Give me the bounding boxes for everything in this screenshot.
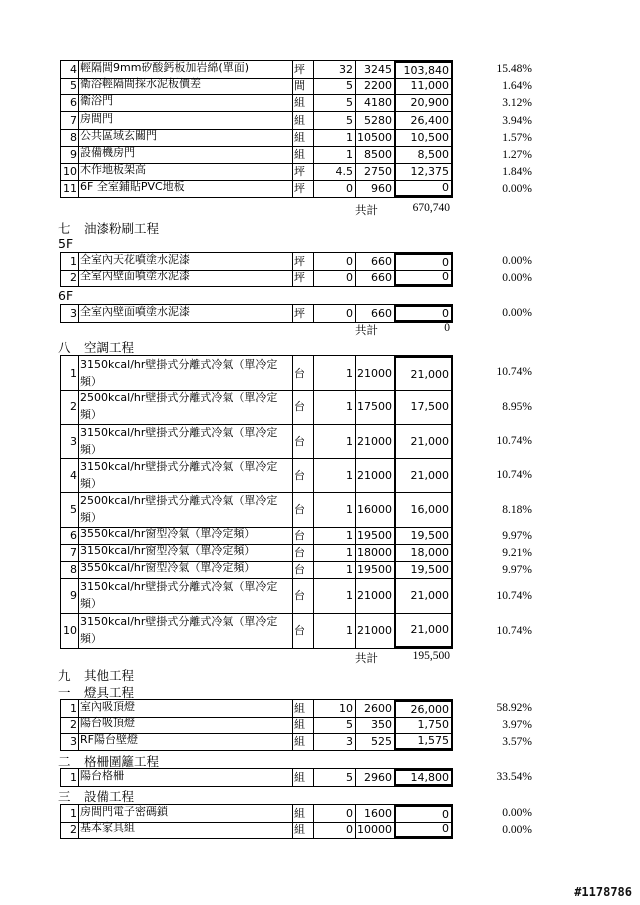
item-description: 木作地板架高 [79, 163, 293, 180]
section-7-heading [58, 219, 159, 237]
item-amount: 21,000 [394, 578, 453, 613]
item-amount: 17,500 [394, 389, 453, 424]
item-unit-price: 3245 [364, 63, 392, 76]
item-unit-price: 16000 [357, 503, 392, 516]
item-unit: 台 [293, 527, 314, 544]
item-quantity: 1 [314, 492, 356, 527]
table-row [60, 527, 453, 545]
table-row [60, 77, 453, 95]
item-amount: 0 [394, 805, 453, 822]
item-number: 1 [61, 769, 79, 786]
item-unit: 組 [293, 700, 314, 717]
item-unit: 台 [293, 561, 314, 578]
item-description: 基本家具組 [79, 821, 293, 838]
item-quantity: 0 [314, 821, 356, 838]
item-number: 7 [61, 112, 79, 129]
item-amount: 12,375 [394, 163, 453, 180]
section-6-subtotal-label: 共計 [355, 205, 378, 217]
item-percentage: 1.64% [502, 80, 532, 93]
item-unit-price: 10000 [357, 823, 392, 836]
item-quantity: 1 [314, 389, 356, 424]
item-unit: 台 [293, 613, 314, 648]
item-unit: 坪 [293, 253, 314, 270]
item-percentage: 58.92% [496, 702, 532, 714]
item-percentage: 1.57% [502, 131, 532, 144]
item-unit-price: 18000 [357, 546, 392, 559]
item-description: 3150kcal/hr窗型冷氣（單冷定頻） [79, 544, 293, 561]
item-percentage: 9.97% [502, 564, 532, 576]
item-amount: 26,400 [394, 112, 453, 129]
item-description: 3150kcal/hr壁掛式分離式冷氣（單冷定頻） [79, 356, 293, 390]
item-unit: 組 [293, 146, 314, 163]
item-quantity: 5 [314, 716, 356, 733]
table-row [60, 492, 453, 528]
item-amount: 21,000 [394, 613, 453, 648]
table-row [60, 458, 453, 493]
item-percentage: 15.48% [496, 63, 532, 75]
item-unit-price: 2200 [364, 79, 392, 93]
item-amount: 8,500 [394, 146, 453, 163]
item-description: 3550kcal/hr窗型冷氣（單冷定頻） [79, 527, 293, 544]
table-row [60, 389, 453, 425]
section-9-sub3-title: 設備工程 [84, 789, 135, 804]
item-description: 輕隔間9mm矽酸鈣板加岩綿(單面) [79, 61, 293, 78]
item-percentage: 8.18% [502, 504, 532, 516]
item-description: 全室內壁面噴塗水泥漆 [79, 269, 293, 286]
item-unit: 坪 [293, 61, 314, 78]
item-unit: 組 [293, 769, 314, 786]
section-8-index: 八 [58, 340, 71, 355]
item-description: 設備機房門 [79, 146, 293, 163]
item-description: 3550kcal/hr窗型冷氣（單冷定頻） [79, 561, 293, 578]
item-percentage: 10.74% [496, 435, 532, 447]
item-number: 2 [61, 269, 79, 286]
item-amount: 21,000 [394, 458, 453, 492]
item-description: 室內吸頂燈 [79, 700, 293, 717]
document-id-watermark: #1178786 [574, 885, 632, 899]
item-description: 3150kcal/hr壁掛式分離式冷氣（單冷定頻） [79, 578, 293, 613]
item-percentage: 1.27% [502, 149, 532, 161]
section-9-sub3-heading [58, 787, 134, 805]
table-row [60, 112, 453, 130]
item-unit: 組 [293, 733, 314, 750]
item-quantity: 32 [314, 61, 356, 78]
section-9-sub3-index: 三 [58, 789, 71, 804]
item-number: 9 [61, 578, 79, 613]
item-quantity: 3 [314, 733, 356, 750]
item-number: 4 [61, 458, 79, 492]
item-percentage: 9.97% [502, 530, 532, 542]
item-unit: 組 [293, 94, 314, 111]
item-unit: 坪 [293, 305, 314, 322]
item-number: 3 [61, 305, 79, 322]
item-unit: 坪 [293, 180, 314, 197]
item-description: 陽台格柵 [79, 769, 293, 786]
item-number: 8 [61, 561, 79, 578]
item-number: 2 [61, 821, 79, 838]
item-percentage: 10.74% [496, 590, 532, 602]
item-description: 6F 全室鋪貼PVC地板 [79, 180, 293, 197]
item-unit-price: 21000 [357, 434, 392, 448]
item-unit: 組 [293, 129, 314, 146]
item-percentage: 0.00% [502, 307, 532, 319]
table-row [60, 768, 453, 787]
item-percentage: 0.00% [502, 807, 532, 819]
item-unit-price: 5280 [364, 113, 392, 127]
item-unit: 台 [293, 424, 314, 458]
item-quantity: 1 [314, 561, 356, 578]
item-number: 1 [61, 805, 79, 822]
item-unit: 組 [293, 716, 314, 733]
item-quantity: 0 [314, 180, 356, 197]
section-9-sub2-title: 格柵圍籬工程 [84, 754, 160, 769]
item-percentage: 0.00% [502, 183, 532, 196]
item-amount: 18,000 [394, 544, 453, 561]
table-row [60, 60, 453, 79]
item-quantity: 0 [314, 305, 356, 322]
item-unit-price: 17500 [357, 400, 392, 413]
item-number: 3 [61, 424, 79, 458]
item-percentage: 8.95% [502, 401, 532, 413]
item-unit: 台 [293, 578, 314, 613]
item-quantity: 1 [314, 613, 356, 648]
table-row [60, 561, 453, 579]
item-unit: 間 [293, 77, 314, 94]
item-unit-price: 1600 [364, 807, 392, 820]
item-unit-price: 8500 [364, 148, 392, 161]
section-9-sub1-index: 一 [58, 685, 71, 700]
item-unit-price: 525 [371, 735, 392, 748]
item-amount: 16,000 [394, 492, 453, 527]
section-7-title: 油漆粉刷工程 [84, 221, 160, 236]
item-description: 衛浴門 [79, 94, 293, 111]
item-unit: 組 [293, 805, 314, 822]
item-unit-price: 660 [371, 255, 392, 268]
item-amount: 103,840 [394, 61, 453, 78]
table-row [60, 304, 453, 323]
item-unit: 組 [293, 112, 314, 129]
item-description: 房間門電子密碼鎖 [79, 805, 293, 822]
floor-label-6f: 6F [58, 288, 74, 303]
item-amount: 19,500 [394, 527, 453, 544]
item-unit-price: 660 [371, 271, 392, 284]
table-row [60, 578, 453, 614]
item-quantity: 1 [314, 146, 356, 163]
table-row [60, 94, 453, 112]
table-row [60, 163, 453, 181]
item-amount: 0 [394, 305, 453, 322]
item-percentage: 0.00% [502, 272, 532, 284]
item-number: 10 [61, 613, 79, 648]
item-quantity: 0 [314, 269, 356, 286]
item-percentage: 3.57% [502, 736, 532, 748]
item-description: 3150kcal/hr壁掛式分離式冷氣（單冷定頻） [79, 424, 293, 458]
table-row [60, 269, 453, 287]
item-unit: 坪 [293, 269, 314, 286]
item-unit-price: 960 [371, 182, 392, 196]
item-unit-price: 19500 [357, 529, 392, 542]
item-unit-price: 21000 [357, 366, 392, 380]
section-8-subtotal-label: 共計 [355, 653, 378, 665]
item-quantity: 0 [314, 253, 356, 270]
item-number: 5 [61, 492, 79, 527]
item-amount: 0 [394, 821, 453, 838]
item-number: 1 [61, 253, 79, 270]
item-amount: 1,750 [394, 716, 453, 733]
item-description: 3150kcal/hr壁掛式分離式冷氣（單冷定頻） [79, 458, 293, 492]
item-quantity: 0 [314, 805, 356, 822]
item-unit-price: 2960 [364, 771, 392, 784]
floor-label-5f: 5F [58, 236, 74, 251]
item-percentage: 3.97% [502, 719, 532, 731]
item-unit-price: 21000 [357, 589, 392, 602]
table-row [60, 544, 453, 562]
item-number: 6 [61, 527, 79, 544]
item-description: 公共區域玄關門 [79, 129, 293, 146]
item-description: 陽台吸頂燈 [79, 716, 293, 733]
table-row [60, 129, 453, 147]
item-number: 2 [61, 716, 79, 733]
table-row [60, 180, 453, 198]
item-unit-price: 2600 [364, 702, 392, 715]
item-number: 8 [61, 129, 79, 146]
item-unit-price: 21000 [357, 468, 392, 482]
item-unit-price: 660 [371, 307, 392, 320]
item-quantity: 1 [314, 129, 356, 146]
item-description: 全室內壁面噴塗水泥漆 [79, 305, 293, 322]
item-amount: 0 [394, 180, 453, 197]
item-amount: 1,575 [394, 733, 453, 750]
item-unit-price: 4180 [364, 96, 392, 110]
item-amount: 0 [394, 269, 453, 286]
item-unit: 台 [293, 458, 314, 492]
item-amount: 14,800 [394, 769, 453, 786]
item-unit: 台 [293, 544, 314, 561]
item-description: 2500kcal/hr壁掛式分離式冷氣（單冷定頻） [79, 389, 293, 424]
item-unit: 坪 [293, 163, 314, 180]
table-row [60, 355, 453, 391]
item-amount: 20,900 [394, 94, 453, 111]
item-quantity: 4.5 [314, 163, 356, 180]
item-number: 6 [61, 94, 79, 111]
item-amount: 26,000 [394, 700, 453, 717]
section-9-heading [58, 666, 134, 684]
item-quantity: 5 [314, 769, 356, 786]
item-amount: 11,000 [394, 77, 453, 94]
item-unit: 組 [293, 821, 314, 838]
item-quantity: 1 [314, 458, 356, 492]
item-percentage: 10.74% [496, 625, 532, 637]
item-percentage: 9.21% [502, 547, 532, 559]
item-number: 4 [61, 61, 79, 78]
item-description: 3150kcal/hr壁掛式分離式冷氣（單冷定頻） [79, 613, 293, 648]
item-quantity: 10 [314, 700, 356, 717]
section-9-index: 九 [58, 668, 71, 683]
item-amount: 19,500 [394, 561, 453, 578]
item-percentage: 1.84% [502, 166, 532, 179]
item-number: 1 [61, 356, 79, 390]
item-quantity: 1 [314, 527, 356, 544]
item-unit-price: 19500 [357, 563, 392, 576]
item-unit-price: 350 [371, 718, 392, 731]
section-9-sub1-title: 燈具工程 [84, 685, 135, 700]
item-number: 3 [61, 733, 79, 750]
item-amount: 0 [394, 253, 453, 270]
item-description: RF陽台壁燈 [79, 733, 293, 750]
item-quantity: 1 [314, 544, 356, 561]
item-number: 11 [63, 182, 77, 196]
item-percentage: 33.54% [496, 771, 532, 783]
item-percentage: 0.00% [502, 255, 532, 267]
table-row [60, 821, 453, 839]
item-number: 2 [61, 389, 79, 424]
item-percentage: 10.74% [496, 469, 532, 481]
table-row [60, 146, 453, 164]
section-7-subtotal-value: 0 [444, 322, 450, 334]
section-8-heading [58, 338, 134, 356]
table-row [60, 716, 453, 734]
item-unit: 台 [293, 356, 314, 390]
item-number: 1 [61, 700, 79, 717]
item-description: 房間門 [79, 112, 293, 129]
item-quantity: 1 [314, 356, 356, 390]
section-7-subtotal-label: 共計 [355, 325, 378, 337]
item-percentage: 10.74% [496, 366, 532, 378]
table-row [60, 424, 453, 459]
table-row [60, 733, 453, 751]
item-percentage: 3.94% [502, 114, 532, 127]
item-number: 7 [61, 544, 79, 561]
section-8-title: 空調工程 [84, 340, 135, 355]
item-amount: 21,000 [394, 356, 453, 390]
item-percentage: 3.12% [502, 97, 532, 110]
item-quantity: 1 [314, 424, 356, 458]
item-description: 衛浴輕隔間採水泥板價差 [79, 77, 293, 94]
section-9-sub2-index: 二 [58, 754, 71, 769]
item-unit-price: 2750 [364, 165, 392, 179]
section-7-index: 七 [58, 221, 71, 236]
item-unit-price: 10500 [357, 130, 392, 144]
item-percentage: 0.00% [502, 824, 532, 836]
item-amount: 21,000 [394, 424, 453, 458]
item-quantity: 5 [314, 94, 356, 111]
item-quantity: 5 [314, 112, 356, 129]
item-number: 5 [61, 77, 79, 94]
item-quantity: 5 [314, 77, 356, 94]
item-description: 2500kcal/hr壁掛式分離式冷氣（單冷定頻） [79, 492, 293, 527]
item-number: 10 [63, 165, 77, 179]
item-quantity: 1 [314, 578, 356, 613]
item-unit: 台 [293, 389, 314, 424]
item-unit-price: 21000 [357, 624, 392, 637]
item-unit: 台 [293, 492, 314, 527]
section-9-title: 其他工程 [84, 668, 135, 683]
item-number: 9 [61, 146, 79, 163]
section-8-subtotal-value: 195,500 [412, 650, 450, 662]
item-amount: 10,500 [394, 129, 453, 146]
section-6-subtotal-value: 670,740 [412, 202, 450, 214]
item-description: 全室內天花噴塗水泥漆 [79, 253, 293, 270]
table-row [60, 613, 453, 649]
